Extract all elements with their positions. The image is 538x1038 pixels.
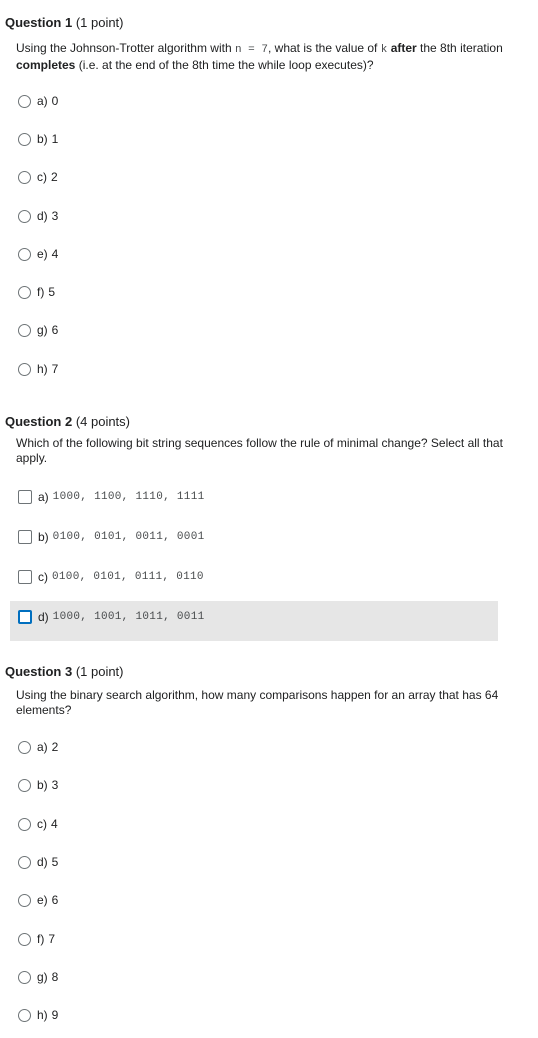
radio-button[interactable]: [18, 95, 31, 108]
option-label[interactable]: [37, 247, 58, 261]
option-label[interactable]: [37, 170, 58, 184]
q2-option-c[interactable]: [16, 567, 204, 587]
option-label[interactable]: [37, 855, 58, 869]
q1-option-f[interactable]: [16, 282, 55, 302]
radio-button[interactable]: [18, 933, 31, 946]
radio-button[interactable]: [18, 248, 31, 261]
option-label[interactable]: [37, 209, 58, 223]
option-label[interactable]: [37, 132, 58, 146]
question-1-header: [5, 15, 124, 30]
question-points: (1 point): [75, 15, 124, 30]
option-letter: a): [38, 490, 49, 504]
q3-option-f[interactable]: [16, 929, 55, 949]
radio-button[interactable]: [18, 741, 31, 754]
option-letter: e): [37, 247, 48, 261]
option-letter: c): [37, 170, 47, 184]
radio-button[interactable]: [18, 363, 31, 376]
radio-button[interactable]: [18, 210, 31, 223]
option-value: 1000, 1100, 1110, 1111: [52, 491, 205, 503]
q2-option-d[interactable]: [16, 607, 205, 627]
option-value: 6: [51, 893, 59, 907]
option-letter: h): [37, 1008, 48, 1022]
radio-button[interactable]: [18, 779, 31, 792]
radio-button[interactable]: [18, 324, 31, 337]
radio-button[interactable]: [18, 971, 31, 984]
checkbox[interactable]: [18, 610, 32, 624]
option-letter: b): [38, 530, 49, 544]
question-1-text: [16, 41, 506, 73]
radio-button[interactable]: [18, 286, 31, 299]
option-label[interactable]: [37, 94, 58, 108]
option-value: 5: [48, 285, 56, 299]
q3-option-d[interactable]: [16, 852, 58, 872]
option-value: 0100, 0101, 0111, 0110: [52, 571, 204, 583]
option-letter: f): [37, 285, 45, 299]
option-value: 0100, 0101, 0011, 0001: [52, 531, 205, 543]
option-value: 3: [51, 778, 59, 792]
q3-option-g[interactable]: [16, 967, 58, 987]
option-letter: a): [37, 94, 48, 108]
option-value: 7: [48, 932, 56, 946]
option-label[interactable]: [38, 610, 205, 624]
option-label[interactable]: [37, 740, 58, 754]
option-value: 5: [51, 855, 59, 869]
q3-option-h[interactable]: [16, 1005, 58, 1025]
option-value: 1: [51, 132, 59, 146]
option-letter: b): [37, 778, 48, 792]
code-segment: k: [380, 44, 388, 56]
option-label[interactable]: [37, 932, 55, 946]
option-letter: c): [37, 817, 47, 831]
text-segment: Using the Johnson-Trotter algorithm with: [16, 41, 235, 55]
question-points: (4 points): [75, 414, 131, 429]
option-value: 9: [51, 1008, 59, 1022]
question-title: Question 2: [5, 414, 73, 429]
option-value: 6: [51, 323, 59, 337]
option-label[interactable]: [37, 817, 58, 831]
q3-option-b[interactable]: [16, 775, 58, 795]
option-value: 4: [51, 817, 58, 831]
q1-option-g[interactable]: [16, 320, 58, 340]
bold-segment: after: [390, 41, 417, 55]
option-label[interactable]: [37, 970, 58, 984]
text-segment: , what is the value of: [268, 41, 381, 55]
option-letter: h): [37, 362, 48, 376]
option-letter: e): [37, 893, 48, 907]
option-value: 3: [51, 209, 59, 223]
option-label[interactable]: [38, 570, 204, 584]
q2-option-a[interactable]: [16, 487, 205, 507]
q3-option-a[interactable]: [16, 737, 58, 757]
q1-option-h[interactable]: [16, 359, 58, 379]
text-segment: (i.e. at the end of the 8th time the while loop executes)?: [75, 58, 374, 72]
bold-segment: completes: [16, 58, 76, 72]
option-value: 1000, 1001, 1011, 0011: [52, 611, 205, 623]
checkbox[interactable]: [18, 530, 32, 544]
question-3-header: [5, 664, 124, 679]
option-letter: d): [37, 855, 48, 869]
question-title: Question 3: [5, 664, 73, 679]
option-label[interactable]: [37, 362, 58, 376]
radio-button[interactable]: [18, 1009, 31, 1022]
option-label[interactable]: [37, 1008, 58, 1022]
radio-button[interactable]: [18, 894, 31, 907]
question-3-text: Using the binary search algorithm, how many comparisons happen for an array that has 64 elements?: [16, 688, 499, 717]
option-letter: g): [37, 970, 48, 984]
option-letter: d): [38, 610, 49, 624]
option-letter: d): [37, 209, 48, 223]
radio-button[interactable]: [18, 856, 31, 869]
q2-option-b[interactable]: [16, 527, 205, 547]
option-value: 2: [51, 170, 58, 184]
q1-option-c[interactable]: [16, 167, 58, 187]
question-title: Question 1: [5, 15, 73, 30]
option-value: 2: [51, 740, 59, 754]
q1-option-e[interactable]: [16, 244, 58, 264]
option-letter: g): [37, 323, 48, 337]
question-2-text: Which of the following bit string sequences follow the rule of minimal change? Select all that apply.: [16, 436, 503, 465]
radio-button[interactable]: [18, 818, 31, 831]
option-label[interactable]: [37, 285, 55, 299]
option-letter: c): [38, 570, 48, 584]
checkbox[interactable]: [18, 570, 32, 584]
radio-button[interactable]: [18, 133, 31, 146]
code-segment: n = 7: [234, 44, 268, 56]
option-value: 0: [51, 94, 59, 108]
option-label[interactable]: [37, 893, 58, 907]
option-letter: f): [37, 932, 45, 946]
question-2-header: [5, 414, 130, 429]
q1-option-a[interactable]: [16, 91, 58, 111]
question-points: (1 point): [75, 664, 124, 679]
q1-option-d[interactable]: [16, 206, 58, 226]
radio-button[interactable]: [18, 171, 31, 184]
option-value: 4: [51, 247, 59, 261]
q3-option-c[interactable]: [16, 814, 58, 834]
option-value: 7: [51, 362, 59, 376]
q1-option-b[interactable]: [16, 129, 58, 149]
option-label[interactable]: [37, 778, 58, 792]
option-letter: b): [37, 132, 48, 146]
option-label[interactable]: [37, 323, 58, 337]
option-label[interactable]: [38, 490, 205, 504]
q3-option-e[interactable]: [16, 890, 58, 910]
option-value: 8: [51, 970, 59, 984]
text-segment: the 8th iteration: [416, 41, 503, 55]
checkbox[interactable]: [18, 490, 32, 504]
option-label[interactable]: [38, 530, 205, 544]
option-letter: a): [37, 740, 48, 754]
